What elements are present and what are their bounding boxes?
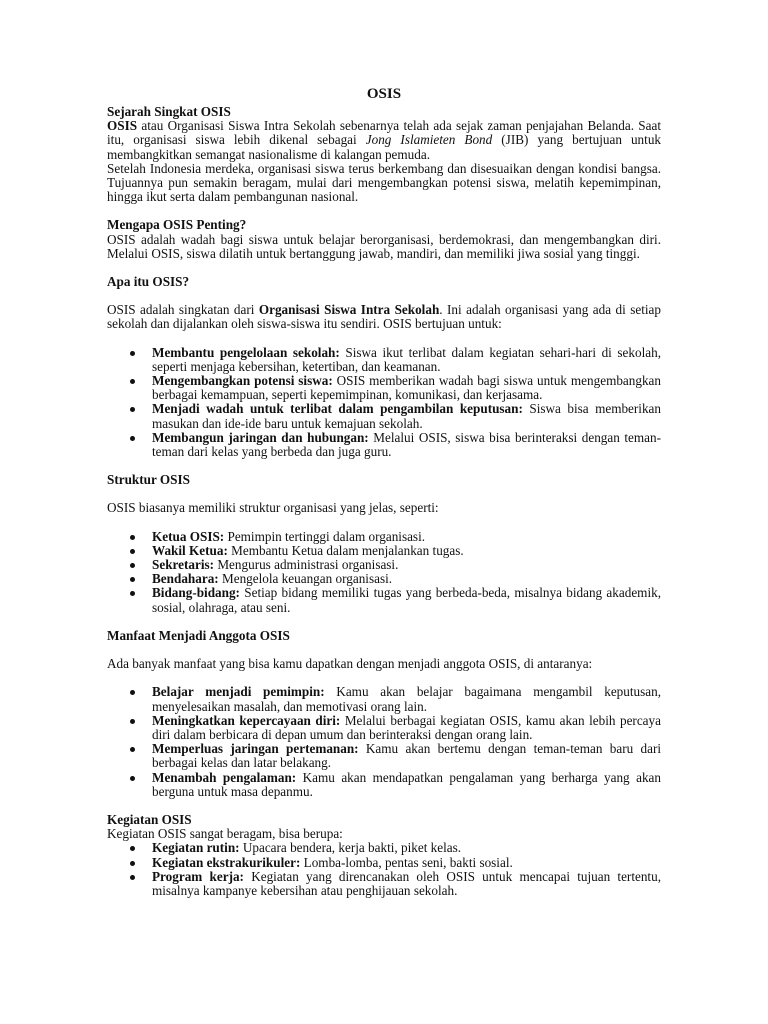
list-item-text: Kamu akan bertemu dengan teman-teman baru dari berbagai kelas dan latar belakang. — [152, 741, 661, 771]
list-item — [107, 346, 661, 374]
list-item-text: Siswa ikut terlibat dalam kegiatan sehari-hari di sekolah, seperti menjaga kebersihan, ketertiban, dan keamanan. — [152, 344, 661, 374]
paragraph-manfaat: Ada banyak manfaat yang bisa kamu dapatkan dengan menjadi anggota OSIS, di antaranya: — [107, 656, 593, 672]
bullet-icon — [130, 535, 135, 540]
list-item-label: Program kerja: — [152, 868, 244, 884]
list-item — [107, 586, 661, 614]
list-item-label: Menambah pengalaman: — [152, 769, 297, 785]
jib-italic: Jong Islamieten Bond — [365, 132, 493, 148]
list-item-label: Bendahara: — [152, 571, 219, 587]
list-item — [107, 742, 661, 770]
bullet-icon — [130, 747, 135, 752]
list-item-text: Melalui berbagai kegiatan OSIS, kamu akan lebih percaya diri dalam berbicara di depan umum dan berinteraksi dengan orang lain. — [152, 712, 661, 742]
list-item-label: Ketua OSIS: — [152, 528, 225, 544]
list-item-text: Mengelola keuangan organisasi. — [218, 571, 393, 587]
bullet-icon — [130, 690, 135, 695]
bullet-icon — [130, 846, 135, 851]
list-item — [107, 771, 661, 799]
bullet-icon — [130, 549, 135, 554]
list-item-text: Membantu Ketua dalam menjalankan tugas. — [227, 542, 464, 558]
list-item — [107, 685, 661, 713]
heading-penting: Mengapa OSIS Penting? — [107, 217, 247, 233]
text-span: OSIS adalah singkatan dari — [107, 302, 259, 318]
document-content — [107, 86, 661, 898]
list-item — [107, 431, 661, 459]
text-span: (JIB) yang bertujuan untuk membangkitkan semangat nasionalisme di kalangan pemuda. — [107, 132, 662, 162]
paragraph-kegiatan: Kegiatan OSIS sangat beragam, bisa berupa: — [107, 826, 343, 842]
list-item-text: OSIS memberikan wadah bagi siswa untuk mengembangkan berbagai kemampuan, seperti kepemimpinan, komunikasi, dan kerjasama. — [152, 373, 661, 403]
osis-bold: OSIS — [107, 118, 138, 134]
bullet-icon — [130, 577, 135, 582]
list-item-label: Sekretaris: — [152, 557, 215, 573]
list-item-text: Lomba-lomba, pentas seni, bakti sosial. — [300, 854, 513, 870]
list-item — [107, 841, 661, 855]
list-item-label: Meningkatkan kepercayaan diri: — [152, 712, 341, 728]
list-item — [107, 544, 661, 558]
list-manfaat — [107, 685, 661, 799]
list-item — [107, 870, 661, 898]
list-item-text: Upacara bendera, kerja bakti, piket kelas. — [239, 840, 462, 856]
bullet-icon — [130, 719, 135, 724]
bold-span: Organisasi Siswa Intra Sekolah — [258, 302, 440, 318]
list-apa — [107, 346, 661, 460]
heading-struktur: Struktur OSIS — [107, 472, 190, 488]
bullet-icon — [130, 407, 135, 412]
list-item-label: Memperluas jaringan pertemanan: — [152, 741, 359, 757]
list-item-text: Pemimpin tertinggi dalam organisasi. — [224, 528, 426, 544]
list-item-label: Belajar menjadi pemimpin: — [152, 684, 325, 700]
list-item — [107, 856, 661, 870]
bullet-icon — [130, 351, 135, 356]
list-item-text: Setiap bidang memiliki tugas yang berbeda-beda, misalnya bidang akademik, sosial, olahraga, atau seni. — [152, 585, 661, 615]
list-item-label: Menjadi wadah untuk terlibat dalam pengambilan keputusan: — [152, 401, 523, 417]
list-item — [107, 530, 661, 544]
list-item — [107, 374, 661, 402]
list-item-text: Melalui OSIS, siswa bisa berinteraksi dengan teman-teman dari kelas yang berbeda dan juga guru. — [152, 429, 662, 460]
bullet-icon — [130, 563, 135, 568]
list-item-label: Membantu pengelolaan sekolah: — [152, 344, 340, 360]
list-item-label: Kegiatan ekstrakurikuler: — [152, 854, 301, 870]
heading-kegiatan: Kegiatan OSIS — [107, 811, 192, 827]
paragraph-apa — [107, 303, 661, 331]
list-item-text: Kegiatan yang direncanakan oleh OSIS untuk mencapai tujuan tertentu, misalnya kampanye kebersihan atau penghijauan sekolah. — [152, 868, 661, 898]
list-item-label: Bidang-bidang: — [152, 585, 240, 601]
heading-manfaat: Manfaat Menjadi Anggota OSIS — [107, 627, 290, 643]
list-kegiatan — [107, 841, 661, 898]
list-item-text: Kamu akan mendapatkan pengalaman yang berharga yang akan berguna untuk masa depanmu. — [152, 769, 661, 799]
list-item-label: Mengembangkan potensi siswa: — [152, 373, 333, 389]
bullet-icon — [130, 379, 135, 384]
paragraph-sejarah-2: Setelah Indonesia merdeka, organisasi siswa terus berkembang dan disesuaikan dengan kondisi bangsa. Tujuannya pun semakin beragam, mulai dari mengembangkan potensi siswa, melatih kepemimpinan, hingga ikut serta dalam pembangunan nasional. — [107, 160, 661, 205]
list-item-text: Kamu akan belajar bagaimana mengambil keputusan, menyelesaikan masalah, dan memotivasi orang lain. — [152, 684, 661, 714]
bullet-icon — [130, 776, 135, 781]
heading-apa: Apa itu OSIS? — [107, 274, 190, 290]
list-item — [107, 572, 661, 586]
list-item-text: Siswa bisa memberikan masukan dan ide-ide baru untuk kemajuan sekolah. — [152, 401, 661, 431]
list-item-text: Mengurus administrasi organisasi. — [214, 557, 399, 573]
paragraph-penting: OSIS adalah wadah bagi siswa untuk belajar berorganisasi, berdemokrasi, dan mengembangkan diri. Melalui OSIS, siswa dilatih untuk bertanggung jawab, mandiri, dan memiliki jiwa sosial yang tinggi. — [107, 231, 661, 261]
list-struktur — [107, 530, 661, 615]
list-item-label: Membangun jaringan dan hubungan: — [152, 429, 369, 445]
list-item-label: Kegiatan rutin: — [152, 840, 240, 856]
bullet-icon — [130, 591, 135, 596]
paragraph-sejarah-1 — [107, 119, 661, 162]
text-span: atau Organisasi Siswa Intra Sekolah sebenarnya telah ada sejak zaman penjajahan Belanda. Saat itu, organisasi siswa lebih dikenal sebagai — [107, 118, 661, 148]
list-item-label: Wakil Ketua: — [152, 542, 228, 558]
bullet-icon — [130, 436, 135, 441]
paragraph-struktur: OSIS biasanya memiliki struktur organisasi yang jelas, seperti: — [107, 500, 439, 516]
list-item — [107, 402, 661, 430]
bullet-icon — [130, 875, 135, 880]
heading-sejarah: Sejarah Singkat OSIS — [107, 104, 231, 119]
list-item — [107, 558, 661, 572]
text-span: . Ini adalah organisasi yang ada di setiap sekolah dan dijalankan oleh siswa-siswa itu sendiri. OSIS bertujuan untuk: — [107, 302, 661, 332]
list-item — [107, 714, 661, 742]
document-title: OSIS — [366, 86, 402, 102]
bullet-icon — [130, 861, 135, 866]
